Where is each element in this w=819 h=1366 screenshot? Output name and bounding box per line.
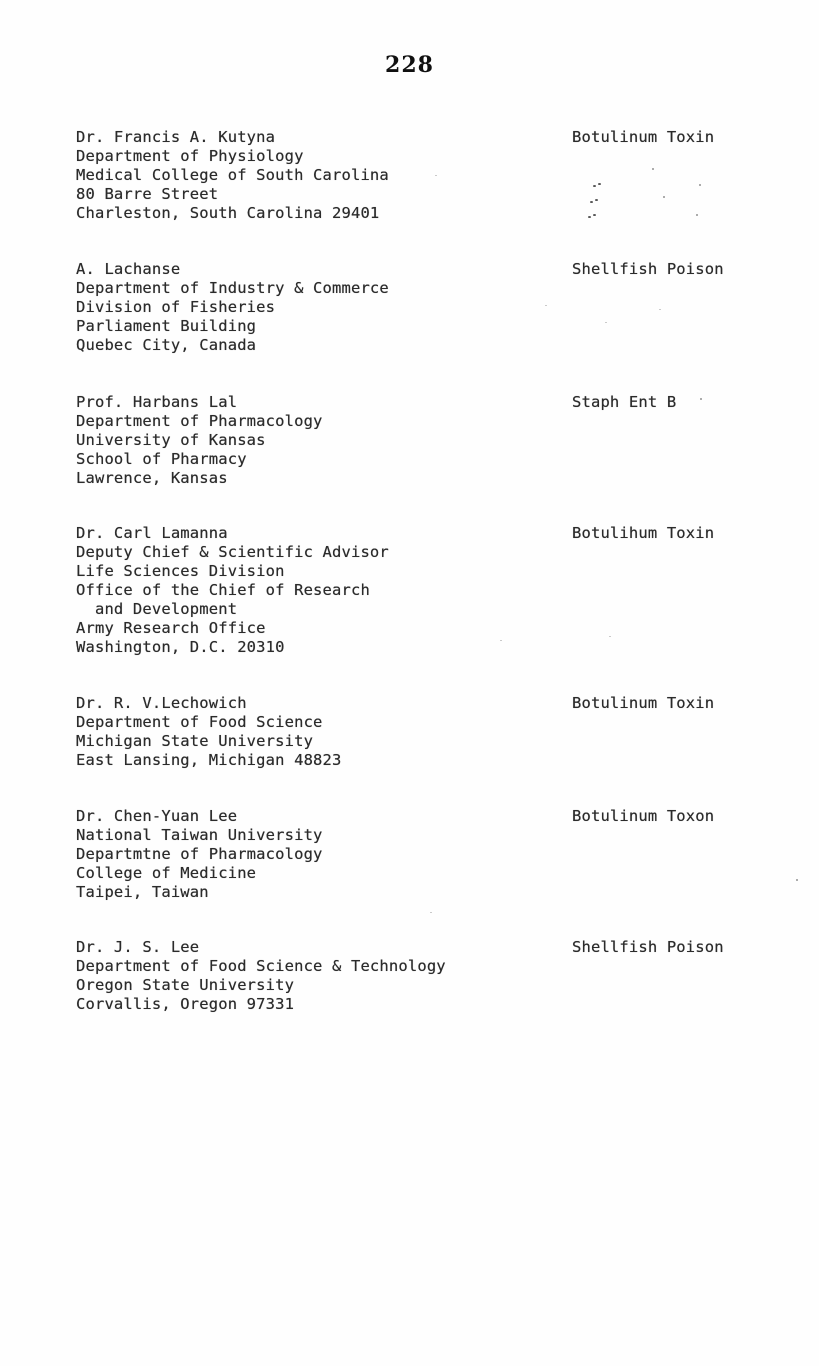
scan-speck (500, 640, 502, 641)
topic-label: Botulinum Toxin (572, 694, 715, 712)
address-line: Dr. Chen-Yuan Lee (76, 807, 238, 825)
address-line: Taipei, Taiwan (76, 883, 209, 901)
address-line: Department of Food Science & Technology (76, 957, 446, 975)
scan-speck (659, 309, 661, 310)
address-block (76, 807, 323, 902)
address-line: Quebec City, Canada (76, 336, 257, 354)
address-line: Dr. R. V.Lechowich (76, 694, 247, 712)
address-block (76, 524, 389, 657)
scan-speck (696, 214, 698, 216)
address-line: College of Medicine (76, 864, 257, 882)
scan-speck (598, 183, 601, 185)
page-number: 228 (385, 52, 434, 78)
address-line: Department of Physiology (76, 147, 304, 165)
address-block (76, 694, 342, 770)
address-line: Deputy Chief & Scientific Advisor (76, 543, 389, 561)
scan-speck (700, 398, 702, 400)
scan-speck (593, 214, 596, 216)
address-line: 80 Barre Street (76, 185, 219, 203)
scan-speck (430, 912, 432, 913)
topic-label: Botulihum Toxin (572, 524, 715, 542)
address-block (76, 128, 389, 223)
address-line: Michigan State University (76, 732, 314, 750)
address-line: Department of Industry & Commerce (76, 279, 389, 297)
address-block (76, 393, 323, 488)
address-line: Charleston, South Carolina 29401 (76, 204, 380, 222)
scan-speck (663, 196, 665, 198)
address-line: Office of the Chief of Research (76, 581, 370, 599)
topic-label: Botulinum Toxon (572, 807, 715, 825)
address-line: East Lansing, Michigan 48823 (76, 751, 342, 769)
scan-speck (595, 199, 598, 201)
address-line: Lawrence, Kansas (76, 469, 228, 487)
scan-speck (588, 216, 591, 218)
scan-speck (545, 305, 547, 306)
topic-label: Shellfish Poison (572, 260, 724, 278)
address-line: Parliament Building (76, 317, 257, 335)
address-line: A. Lachanse (76, 260, 181, 278)
address-line: and Development (76, 600, 238, 618)
scan-speck (652, 168, 654, 170)
address-line: Medical College of South Carolina (76, 166, 389, 184)
address-line: Dr. Carl Lamanna (76, 524, 228, 542)
scan-speck (699, 184, 701, 186)
scan-speck (609, 636, 611, 637)
address-block (76, 938, 446, 1014)
address-block (76, 260, 389, 355)
address-line: School of Pharmacy (76, 450, 247, 468)
scan-speck (605, 322, 607, 323)
address-line: Department of Food Science (76, 713, 323, 731)
address-line: Oregon State University (76, 976, 295, 994)
address-line: Life Sciences Division (76, 562, 285, 580)
topic-label: Staph Ent B (572, 393, 677, 411)
address-line: Dr. J. S. Lee (76, 938, 200, 956)
scan-speck (590, 201, 593, 203)
address-line: Dr. Francis A. Kutyna (76, 128, 276, 146)
address-line: Division of Fisheries (76, 298, 276, 316)
topic-label: Shellfish Poison (572, 938, 724, 956)
address-line: Corvallis, Oregon 97331 (76, 995, 295, 1013)
address-line: Army Research Office (76, 619, 266, 637)
address-line: Departmtne of Pharmacology (76, 845, 323, 863)
address-line: National Taiwan University (76, 826, 323, 844)
scan-speck (593, 185, 596, 187)
topic-label: Botulinum Toxin (572, 128, 715, 146)
scan-speck (796, 879, 798, 881)
address-line: Department of Pharmacology (76, 412, 323, 430)
address-line: Prof. Harbans Lal (76, 393, 238, 411)
address-line: Washington, D.C. 20310 (76, 638, 285, 656)
address-line: University of Kansas (76, 431, 266, 449)
scan-speck (435, 175, 437, 176)
